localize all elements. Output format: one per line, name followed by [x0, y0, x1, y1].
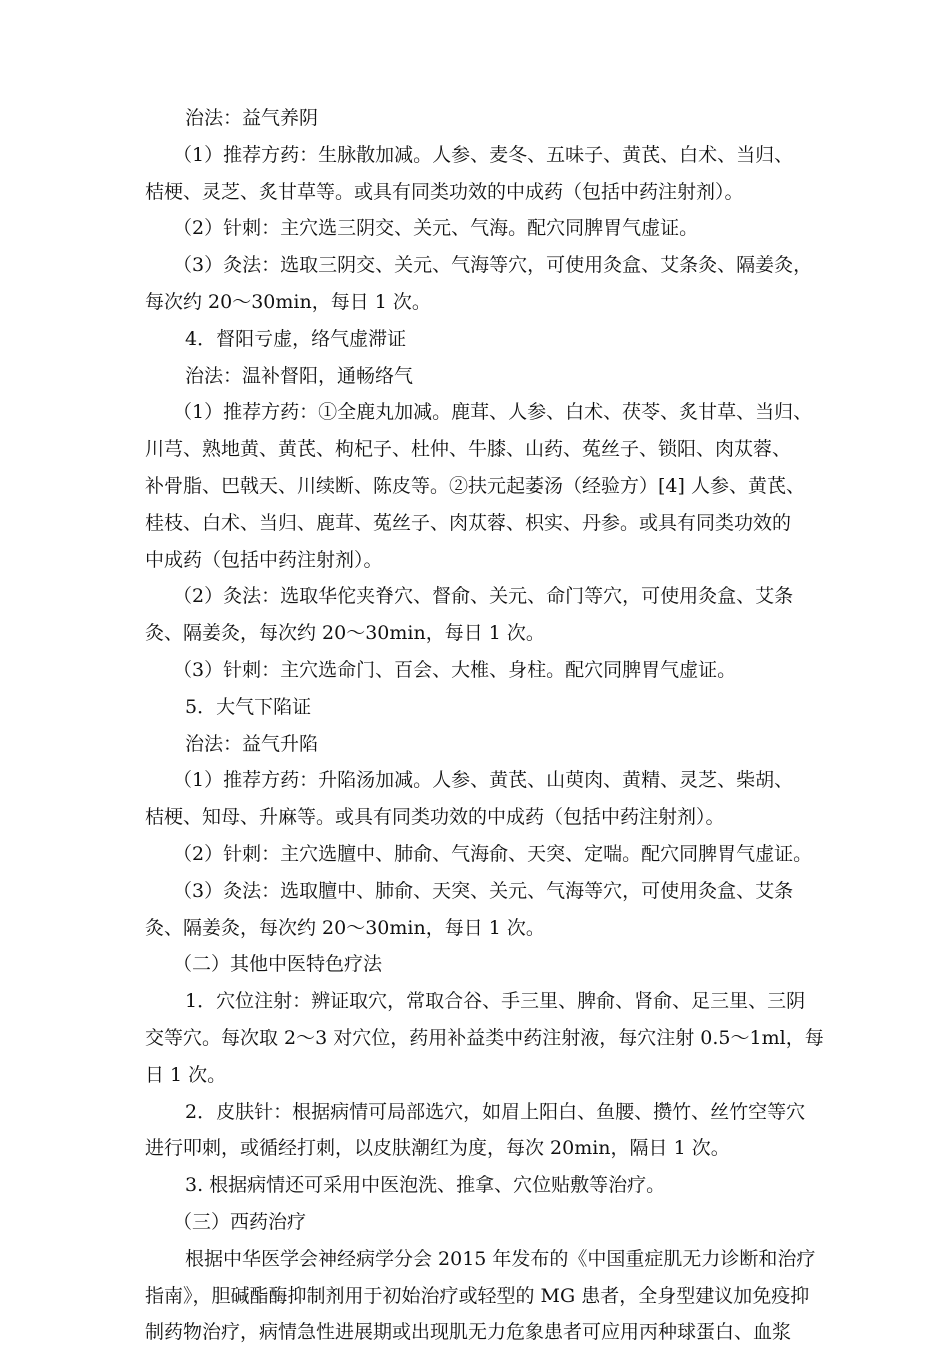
- text-line: 制药物治疗，病情急性进展期或出现肌无力危象患者可应用丙种球蛋白、血浆: [145, 1321, 792, 1344]
- text-line: （2）针刺：主穴选膻中、肺俞、气海俞、天突、定喘。配穴同脾胃气虚证。: [173, 842, 813, 865]
- text-line: 每次约 20～30min，每日 1 次。: [145, 290, 431, 313]
- text-line: 指南》，胆碱酯酶抑制剂用于初始治疗或轻型的 MG 患者，全身型建议加免疫抑: [145, 1284, 810, 1307]
- text-line: 1．穴位注射：辨证取穴，常取合谷、手三里、脾俞、肾俞、足三里、三阴: [185, 990, 806, 1013]
- document-body: [145, 100, 824, 1351]
- text-line: （3）针刺：主穴选命门、百会、大椎、身柱。配穴同脾胃气虚证。: [173, 658, 737, 681]
- text-line: （2）针刺：主穴选三阴交、关元、气海。配穴同脾胃气虚证。: [173, 217, 699, 240]
- text-line: 交等穴。每次取 2～3 对穴位，药用补益类中药注射液，每穴注射 0.5～1ml，每: [145, 1026, 824, 1049]
- text-line: 中成药（包括中药注射剂）。: [145, 548, 383, 571]
- text-line: （1）推荐方药：升陷汤加减。人参、黄芪、山萸肉、黄精、灵芝、柴胡、: [173, 769, 794, 792]
- text-line: 2．皮肤针：根据病情可局部选穴，如眉上阳白、鱼腰、攒竹、丝竹空等穴: [185, 1100, 806, 1123]
- text-line: 桔梗、灵芝、炙甘草等。或具有同类功效的中成药（包括中药注射剂）。: [145, 180, 744, 203]
- text-line: 灸、隔姜灸，每次约 20～30min，每日 1 次。: [145, 622, 545, 645]
- text-line: 治法：益气升陷: [185, 732, 319, 755]
- text-line: 日 1 次。: [145, 1063, 227, 1086]
- text-line: 桔梗、知母、升麻等。或具有同类功效的中成药（包括中药注射剂）。: [145, 806, 725, 829]
- text-line: （2）灸法：选取华佗夹脊穴、督俞、关元、命门等穴，可使用灸盒、艾条: [173, 585, 794, 608]
- text-line: 桂枝、白术、当归、鹿茸、菟丝子、肉苁蓉、枳实、丹参。或具有同类功效的: [145, 511, 792, 534]
- text-line: 4．督阳亏虚，络气虚滞证: [185, 327, 407, 350]
- text-line: （二）其他中医特色疗法: [173, 953, 383, 976]
- text-line: （1）推荐方药：①全鹿丸加减。鹿茸、人参、白术、茯苓、炙甘草、当归、: [173, 401, 813, 424]
- text-line: 治法：温补督阳，通畅络气: [185, 364, 414, 387]
- text-line: （1）推荐方药：生脉散加减。人参、麦冬、五味子、黄芪、白术、当归、: [173, 143, 794, 166]
- text-line: 3. 根据病情还可采用中医泡洗、推拿、穴位贴敷等治疗。: [185, 1174, 666, 1197]
- text-line: 灸、隔姜灸，每次约 20～30min，每日 1 次。: [145, 916, 545, 939]
- text-line: 补骨脂、巴戟天、川续断、陈皮等。②扶元起萎汤（经验方）[4] 人参、黄芪、: [145, 474, 805, 497]
- text-line: （三）西药治疗: [173, 1210, 307, 1233]
- text-line: （3）灸法：选取三阴交、关元、气海等穴，可使用灸盒、艾条灸、隔姜灸，: [173, 254, 813, 277]
- text-line: （3）灸法：选取膻中、肺俞、天突、关元、气海等穴，可使用灸盒、艾条: [173, 879, 794, 902]
- text-line: 川芎、熟地黄、黄芪、枸杞子、杜仲、牛膝、山药、菟丝子、锁阳、肉苁蓉、: [145, 438, 792, 461]
- text-line: 治法：益气养阴: [185, 107, 319, 129]
- text-line: 进行叩刺，或循经打刺，以皮肤潮红为度，每次 20min，隔日 1 次。: [145, 1137, 730, 1160]
- text-line: 5．大气下陷证: [185, 695, 312, 718]
- text-line: 根据中华医学会神经病学分会 2015 年发布的《中国重症肌无力诊断和治疗: [185, 1247, 816, 1270]
